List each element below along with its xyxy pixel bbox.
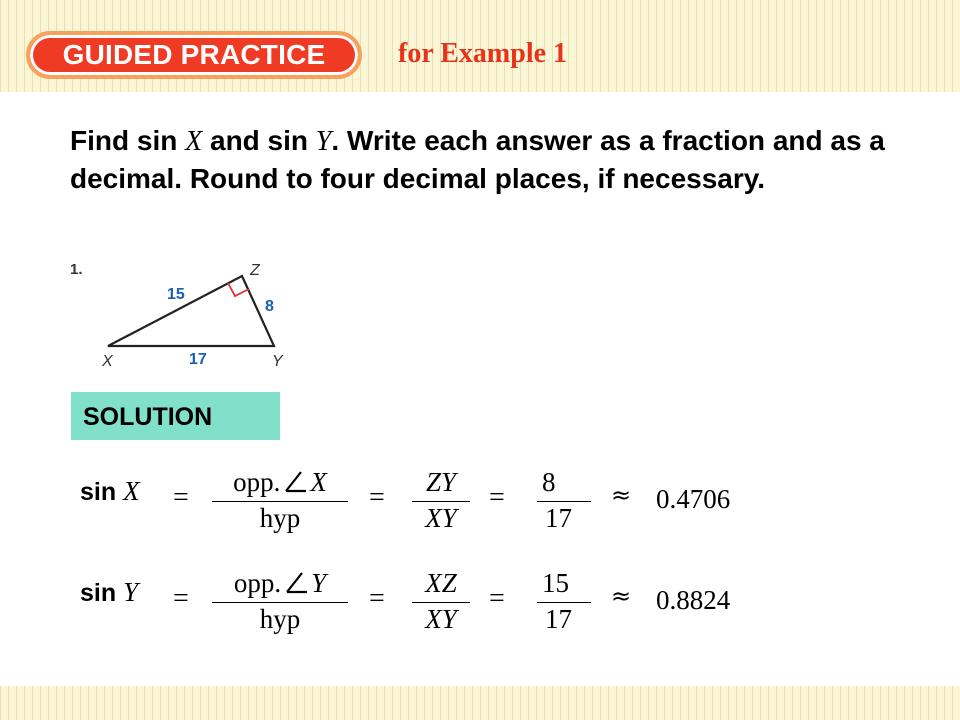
equals-sign: =	[489, 482, 505, 513]
problem-var-x: X	[185, 126, 203, 157]
fn-label: sin	[80, 478, 117, 506]
fraction-denominator: 17	[545, 503, 572, 533]
side-label-xy: 17	[189, 351, 207, 368]
example-reference: for Example 1	[398, 38, 568, 69]
fraction-numerator	[212, 568, 348, 599]
lhs-sin-y	[80, 577, 138, 608]
fraction-bar	[212, 602, 348, 603]
equals-sign: =	[173, 583, 189, 614]
fraction-bar	[537, 501, 591, 502]
vertex-label-x: X	[102, 353, 113, 370]
footer-band	[0, 686, 960, 720]
equals-sign: =	[369, 583, 385, 614]
fraction-numerator: ZY	[425, 467, 457, 497]
segment-fraction	[412, 467, 470, 539]
lhs-sin-x	[80, 476, 140, 507]
value-fraction	[537, 467, 591, 539]
problem-text: Find sin	[70, 125, 186, 156]
equals-sign: =	[173, 482, 189, 513]
problem-statement	[70, 122, 890, 197]
problem-var-y: Y	[315, 126, 332, 157]
fraction-bar	[537, 602, 591, 603]
angle-icon	[284, 469, 308, 493]
fraction-numerator: 8	[542, 467, 556, 497]
angle-var: X	[123, 476, 140, 506]
fraction-denominator: hyp	[259, 503, 301, 533]
angle-icon	[285, 570, 309, 594]
fraction-denominator: hyp	[259, 604, 301, 634]
approx-sign: ≈	[611, 582, 632, 610]
decimal-result: 0.8824	[656, 585, 731, 615]
guided-practice-banner: GUIDED PRACTICE	[26, 31, 362, 79]
right-triangle-figure	[66, 256, 306, 376]
angle-var: Y	[123, 577, 139, 607]
side-label-xz: 15	[167, 286, 185, 303]
opp-label: opp.	[233, 467, 281, 497]
fn-label: sin	[80, 579, 117, 607]
fraction-bar	[412, 501, 470, 502]
angle-var: X	[310, 467, 327, 497]
segment-fraction	[412, 568, 470, 640]
fraction-denominator: XY	[425, 604, 457, 634]
value-fraction	[537, 568, 591, 640]
fraction-numerator: 15	[542, 568, 569, 598]
vertex-label-z: Z	[250, 262, 260, 279]
fraction-bar	[212, 501, 348, 502]
equals-sign: =	[489, 583, 505, 614]
side-label-zy: 8	[265, 298, 274, 315]
solution-label: SOLUTION	[71, 392, 280, 440]
triangle-outline	[108, 276, 274, 346]
decimal-result: 0.4706	[656, 484, 731, 514]
problem-text: . Write each answer as a fraction and as a decimal. Round to four decimal places, if necessary.	[70, 125, 885, 194]
exercise-number: 1.	[70, 261, 83, 278]
angle-var: Y	[311, 568, 327, 598]
fraction-numerator	[212, 467, 348, 498]
fraction-denominator: 17	[545, 604, 572, 634]
fraction-bar	[412, 602, 470, 603]
equals-sign: =	[369, 482, 385, 513]
definition-fraction	[212, 568, 348, 640]
definition-fraction	[212, 467, 348, 539]
fraction-denominator: XY	[425, 503, 457, 533]
vertex-label-y: Y	[272, 353, 283, 370]
solution-row-sin-y	[0, 568, 960, 648]
approx-sign: ≈	[611, 481, 632, 509]
solution-row-sin-x	[0, 467, 960, 547]
problem-text: and sin	[202, 125, 316, 156]
opp-label: opp.	[233, 568, 282, 598]
fraction-numerator: XZ	[425, 568, 457, 598]
